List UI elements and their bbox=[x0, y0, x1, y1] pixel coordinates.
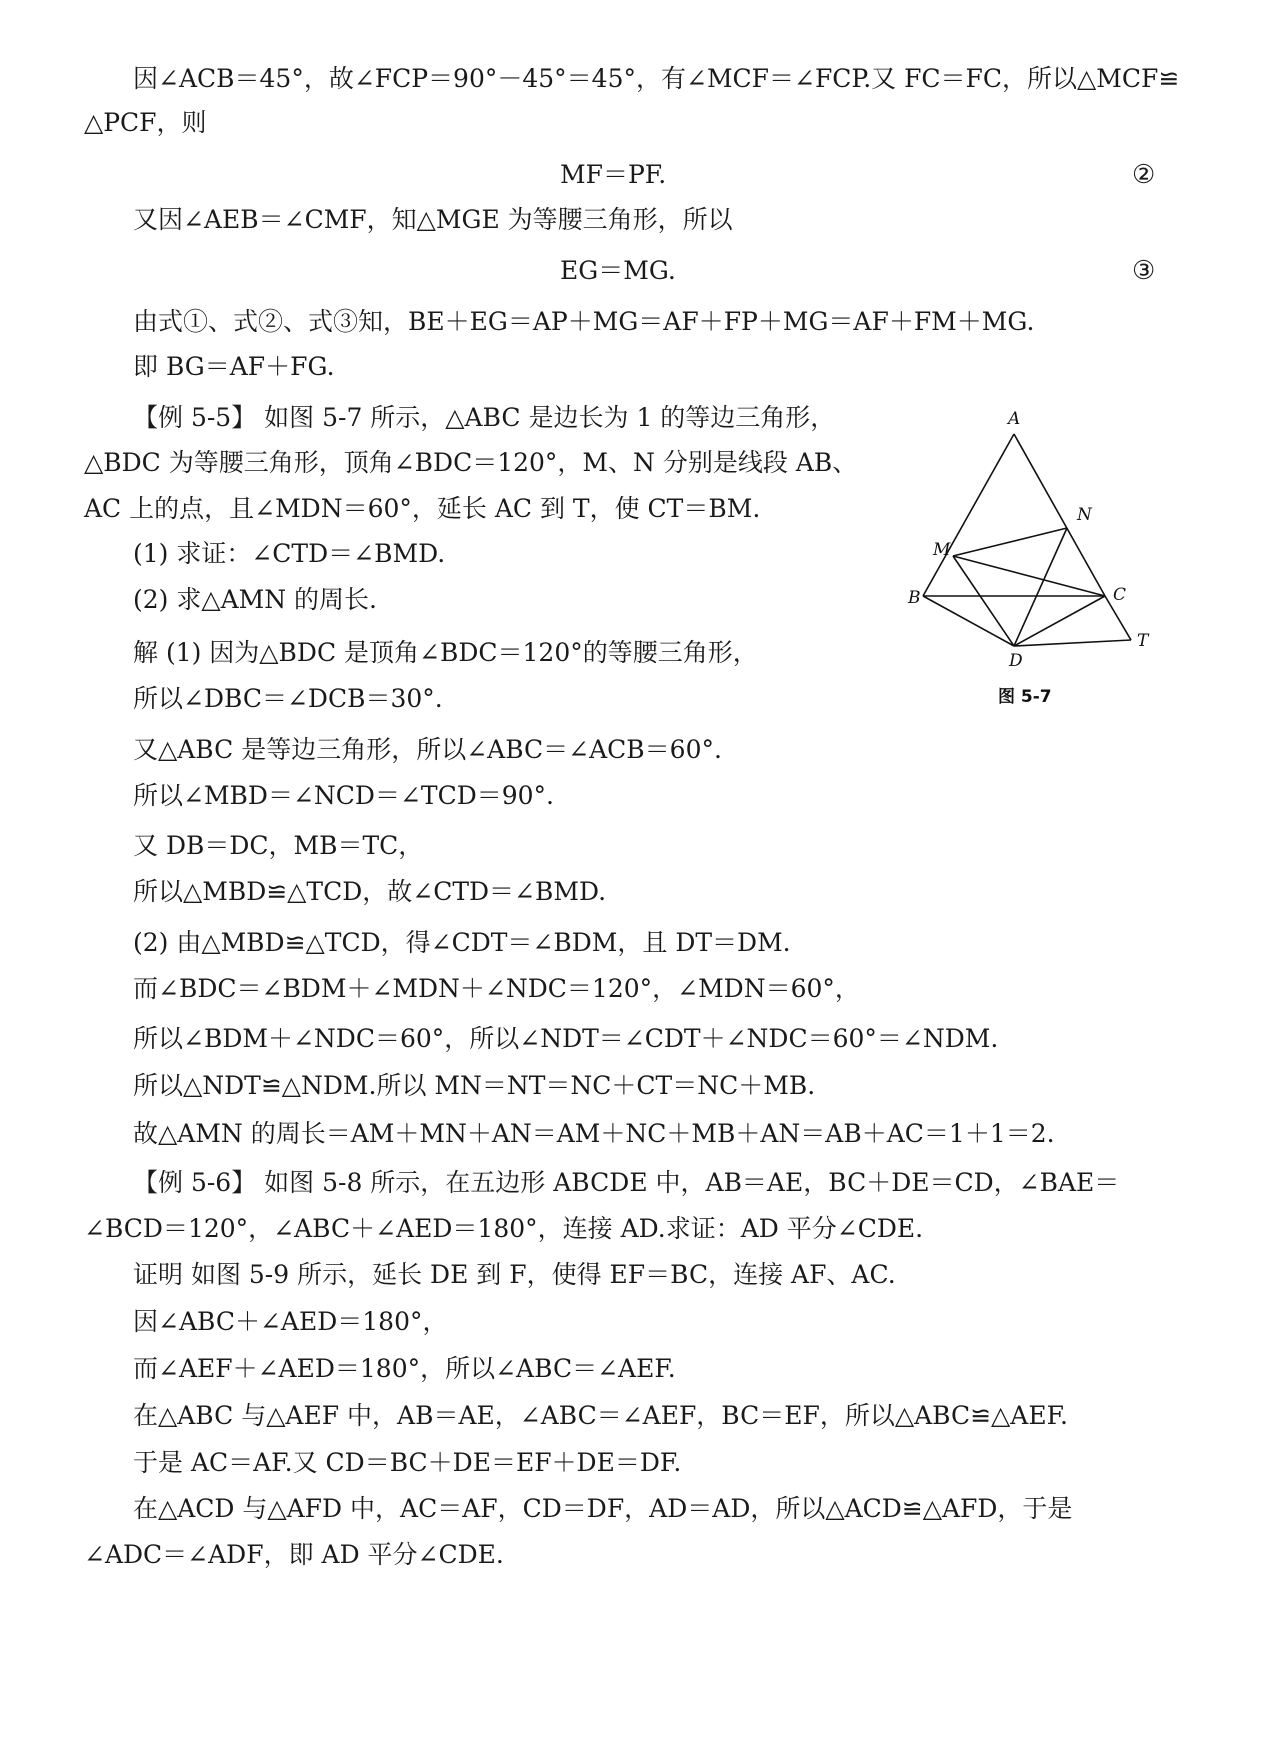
text-line: 故△AMN 的周长＝AM＋MN＋AN＝AM＋NC＋MB＋AN＝AB＋AC＝1＋1＝2. bbox=[133, 1119, 1055, 1148]
segment-nd bbox=[1014, 528, 1067, 646]
figure-caption: 图 5-7 bbox=[998, 687, 1052, 707]
text-line: (1) 求证：∠CTD＝∠BMD. bbox=[133, 539, 446, 568]
proof-line: 证明 如图 5-9 所示，延长 DE 到 F，使得 EF＝BC，连接 AF、AC. bbox=[133, 1260, 896, 1289]
label-t: T bbox=[1137, 631, 1149, 651]
segment-ab bbox=[923, 434, 1014, 596]
text-line: 由式①、式②、式③知，BE＋EG＝AP＋MG＝AF＋FP＋MG＝AF＋FM＋MG. bbox=[133, 307, 1035, 336]
text-line: △BDC 为等腰三角形，顶角∠BDC＝120°，M、N 分别是线段 AB、 bbox=[84, 448, 858, 477]
figure-5-7 bbox=[895, 402, 1175, 718]
segment-dc bbox=[1014, 596, 1105, 646]
text-line: 所以∠DBC＝∠DCB＝30°. bbox=[133, 684, 443, 713]
text-line: 又 DB＝DC，MB＝TC， bbox=[133, 831, 424, 860]
equation: EG＝MG. bbox=[560, 256, 676, 285]
text-line: AC 上的点，且∠MDN＝60°，延长 AC 到 T，使 CT＝BM. bbox=[84, 494, 761, 523]
text-line: 于是 AC＝AF.又 CD＝BC＋DE＝EF＋DE＝DF. bbox=[133, 1448, 682, 1477]
segment-dt bbox=[1014, 640, 1131, 646]
text-line: ∠ADC＝∠ADF，即 AD 平分∠CDE. bbox=[84, 1540, 504, 1569]
label-m: M bbox=[933, 540, 951, 560]
text-line: ∠BCD＝120°，∠ABC＋∠AED＝180°，连接 AD.求证：AD 平分∠CDE. bbox=[84, 1214, 924, 1243]
text-line: 而∠BDC＝∠BDM＋∠MDN＋∠NDC＝120°，∠MDN＝60°， bbox=[133, 974, 860, 1003]
segment-bd bbox=[923, 596, 1014, 646]
equation-number: ② bbox=[1132, 160, 1156, 190]
text-line: 又△ABC 是等边三角形，所以∠ABC＝∠ACB＝60°. bbox=[133, 735, 722, 764]
text-line: 所以∠BDM＋∠NDC＝60°，所以∠NDT＝∠CDT＋∠NDC＝60°＝∠NDM. bbox=[133, 1024, 999, 1053]
text-line: 又因∠AEB＝∠CMF，知△MGE 为等腰三角形，所以 bbox=[133, 205, 733, 234]
label-b: B bbox=[908, 588, 921, 608]
text-line: 所以∠MBD＝∠NCD＝∠TCD＝90°. bbox=[133, 781, 555, 810]
text-line: 即 BG＝AF＋FG. bbox=[133, 352, 335, 381]
label-d: D bbox=[1009, 651, 1023, 671]
text-line: 因∠ACB＝45°，故∠FCP＝90°－45°＝45°，有∠MCF＝∠FCP.又 FC＝FC，所以△MCF≌ bbox=[133, 64, 1180, 93]
text-line: 因∠ABC＋∠AED＝180°， bbox=[133, 1307, 448, 1336]
text-line: 在△ACD 与△AFD 中，AC＝AF，CD＝DF，AD＝AD，所以△ACD≌△AFD，于是 bbox=[133, 1494, 1073, 1523]
equation: MF＝PF. bbox=[560, 160, 667, 189]
example-heading: 【例 5-6】 如图 5-8 所示，在五边形 ABCDE 中，AB＝AE，BC＋DE＝CD，∠BAE＝ bbox=[133, 1168, 1120, 1197]
text-line: △PCF，则 bbox=[84, 108, 207, 137]
text-line: 在△ABC 与△AEF 中，AB＝AE，∠ABC＝∠AEF，BC＝EF，所以△ABC≌△AEF. bbox=[133, 1401, 1068, 1430]
text-line: (2) 求△AMN 的周长. bbox=[133, 585, 378, 614]
example-heading: 【例 5-5】 如图 5-7 所示，△ABC 是边长为 1 的等边三角形， bbox=[133, 403, 836, 432]
text-line: (2) 由△MBD≌△TCD，得∠CDT＝∠BDM，且 DT＝DM. bbox=[133, 928, 791, 957]
label-a: A bbox=[1008, 409, 1021, 429]
solution-line: 解 (1) 因为△BDC 是顶角∠BDC＝120°的等腰三角形， bbox=[133, 638, 758, 667]
text-line: 而∠AEF＋∠AED＝180°，所以∠ABC＝∠AEF. bbox=[133, 1354, 676, 1383]
text-line: 所以△MBD≌△TCD，故∠CTD＝∠BMD. bbox=[133, 877, 607, 906]
label-c: C bbox=[1113, 585, 1127, 605]
equation-number: ③ bbox=[1132, 256, 1156, 286]
text-line: 所以△NDT≌△NDM.所以 MN＝NT＝NC＋CT＝NC＋MB. bbox=[133, 1071, 816, 1100]
segment-mn bbox=[953, 528, 1067, 556]
label-n: N bbox=[1077, 505, 1092, 525]
